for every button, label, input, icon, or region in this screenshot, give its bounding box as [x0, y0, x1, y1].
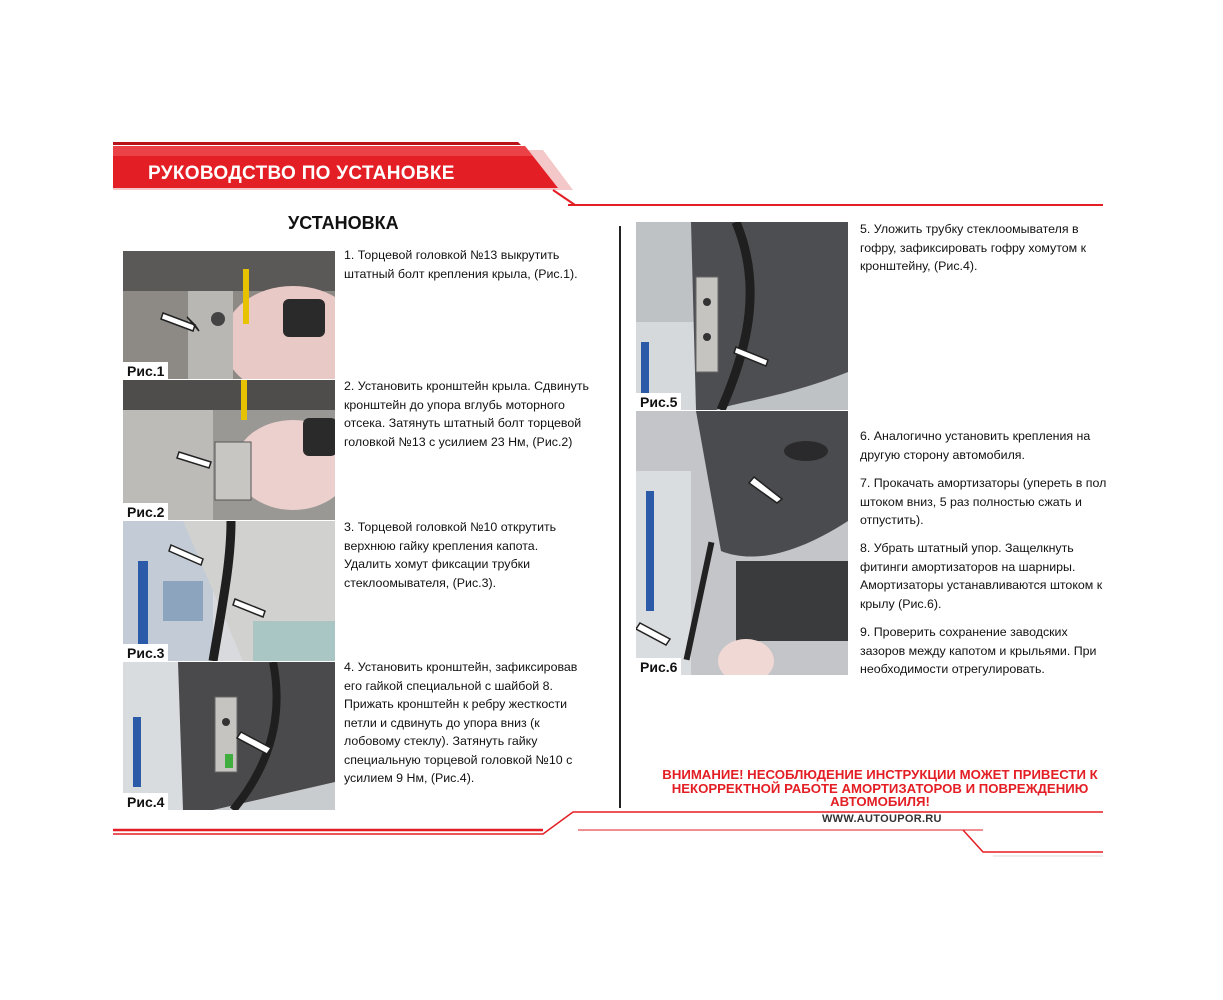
figure-4-caption: Рис.4: [123, 793, 168, 810]
step-2-line: кронштейн до упора вглубь моторного: [344, 397, 565, 412]
footer-rule: [113, 806, 1103, 858]
figure-3-photo: [123, 521, 335, 661]
step-7-line: отпустить).: [860, 513, 924, 527]
step-5-line: 5. Уложить трубку стеклоомывателя в: [860, 222, 1079, 236]
step-7-line: штоком вниз, 5 раз полностью сжать и: [860, 494, 1082, 509]
figure-3-caption: Рис.3: [123, 644, 168, 661]
step-4-line: его гайкой специальной с шайбой 8.: [344, 678, 553, 693]
step-1-line: штатный болт крепления крыла, (Рис.1).: [344, 266, 578, 281]
step-4-line: Прижать кронштейн к ребру жесткости: [344, 697, 568, 711]
figure-5-photo: [636, 222, 848, 410]
figure-4: [123, 662, 335, 810]
step-3-line: 3. Торцевой головкой №10 открутить: [344, 520, 557, 534]
step-8: [860, 539, 1102, 613]
step-1: [344, 246, 578, 283]
section-title: УСТАНОВКА: [288, 213, 399, 233]
step-6-line: 6. Аналогично установить крепления на: [860, 429, 1091, 443]
step-7: [860, 474, 1106, 530]
step-5: [860, 220, 1086, 276]
step-4: [344, 658, 577, 788]
step-3: [344, 518, 556, 592]
figure-6-caption: Рис.6: [636, 658, 681, 675]
column-divider: [619, 226, 621, 808]
step-8-line: крылу (Рис.6).: [860, 596, 942, 611]
figure-6: [636, 411, 848, 675]
step-8-line: Амортизаторы устанавливаются штоком к: [860, 578, 1103, 592]
step-9: [860, 623, 1096, 679]
step-6: [860, 427, 1090, 464]
step-4-line: 4. Установить кронштейн, зафиксировав: [344, 660, 578, 674]
figure-4-photo: [123, 662, 335, 810]
step-5-line: гофру, зафиксировать гофру хомутом к: [860, 240, 1087, 255]
warning-line: АВТОМОБИЛЯ!: [830, 794, 930, 809]
step-2-line: 2. Установить кронштейн крыла. Сдвинуть: [344, 379, 589, 393]
step-4-line: усилием 9 Нм, (Рис.4).: [344, 771, 475, 785]
figure-1-caption: Рис.1: [123, 362, 168, 379]
figure-2-photo: [123, 380, 335, 520]
step-3-line: Удалить хомут фиксации трубки: [344, 557, 531, 571]
step-2: [344, 377, 589, 451]
step-4-line: лобовому стеклу). Затянуть гайку: [344, 734, 538, 748]
step-3-line: верхнюю гайку крепления капота.: [344, 538, 539, 553]
header-rule: [113, 188, 1103, 208]
step-4-line: петли и сдвинуть до упора вниз (к: [344, 715, 540, 730]
step-8-line: фитинги амортизаторов на шарниры.: [860, 559, 1076, 574]
step-7-line: 7. Прокачать амортизаторы (упереть в пол: [860, 476, 1107, 490]
step-9-line: необходимости отрегулировать.: [860, 662, 1045, 676]
step-6-line: другую сторону автомобиля.: [860, 447, 1025, 462]
website-link[interactable]: WWW.AUTOUPOR.RU: [822, 813, 942, 825]
step-8-line: 8. Убрать штатный упор. Защелкнуть: [860, 541, 1074, 555]
figure-1-photo: [123, 251, 335, 379]
step-9-line: 9. Проверить сохранение заводских: [860, 625, 1068, 639]
step-4-line: специальную торцевой головкой №10 с: [344, 752, 573, 767]
figure-5: [636, 222, 848, 410]
figure-1: [123, 251, 335, 379]
figure-6-photo: [636, 411, 848, 675]
step-3-line: стеклоомывателя, (Рис.3).: [344, 575, 497, 590]
figure-5-caption: Рис.5: [636, 393, 681, 410]
figure-3: [123, 521, 335, 661]
figure-2-caption: Рис.2: [123, 503, 168, 520]
step-5-line: кронштейну, (Рис.4).: [860, 259, 978, 273]
figure-2: [123, 380, 335, 520]
step-9-line: зазоров между капотом и крыльями. При: [860, 643, 1097, 658]
step-1-line: 1. Торцевой головкой №13 выкрутить: [344, 248, 560, 262]
warning-notice: [662, 768, 1098, 809]
step-2-line: головкой №13 с усилием 23 Нм, (Рис.2): [344, 434, 573, 449]
step-2-line: отсека. Затянуть штатный болт торцевой: [344, 416, 582, 430]
warning-line: ВНИМАНИЕ! НЕСОБЛЮДЕНИЕ ИНСТРУКЦИИ МОЖЕТ ПРИВЕСТИ К: [662, 767, 1098, 782]
page-title: РУКОВОДСТВО ПО УСТАНОВКЕ: [148, 163, 455, 184]
warning-line: НЕКОРРЕКТНОЙ РАБОТЕ АМОРТИЗАТОРОВ И ПОВРЕЖДЕНИЮ: [671, 780, 1089, 796]
